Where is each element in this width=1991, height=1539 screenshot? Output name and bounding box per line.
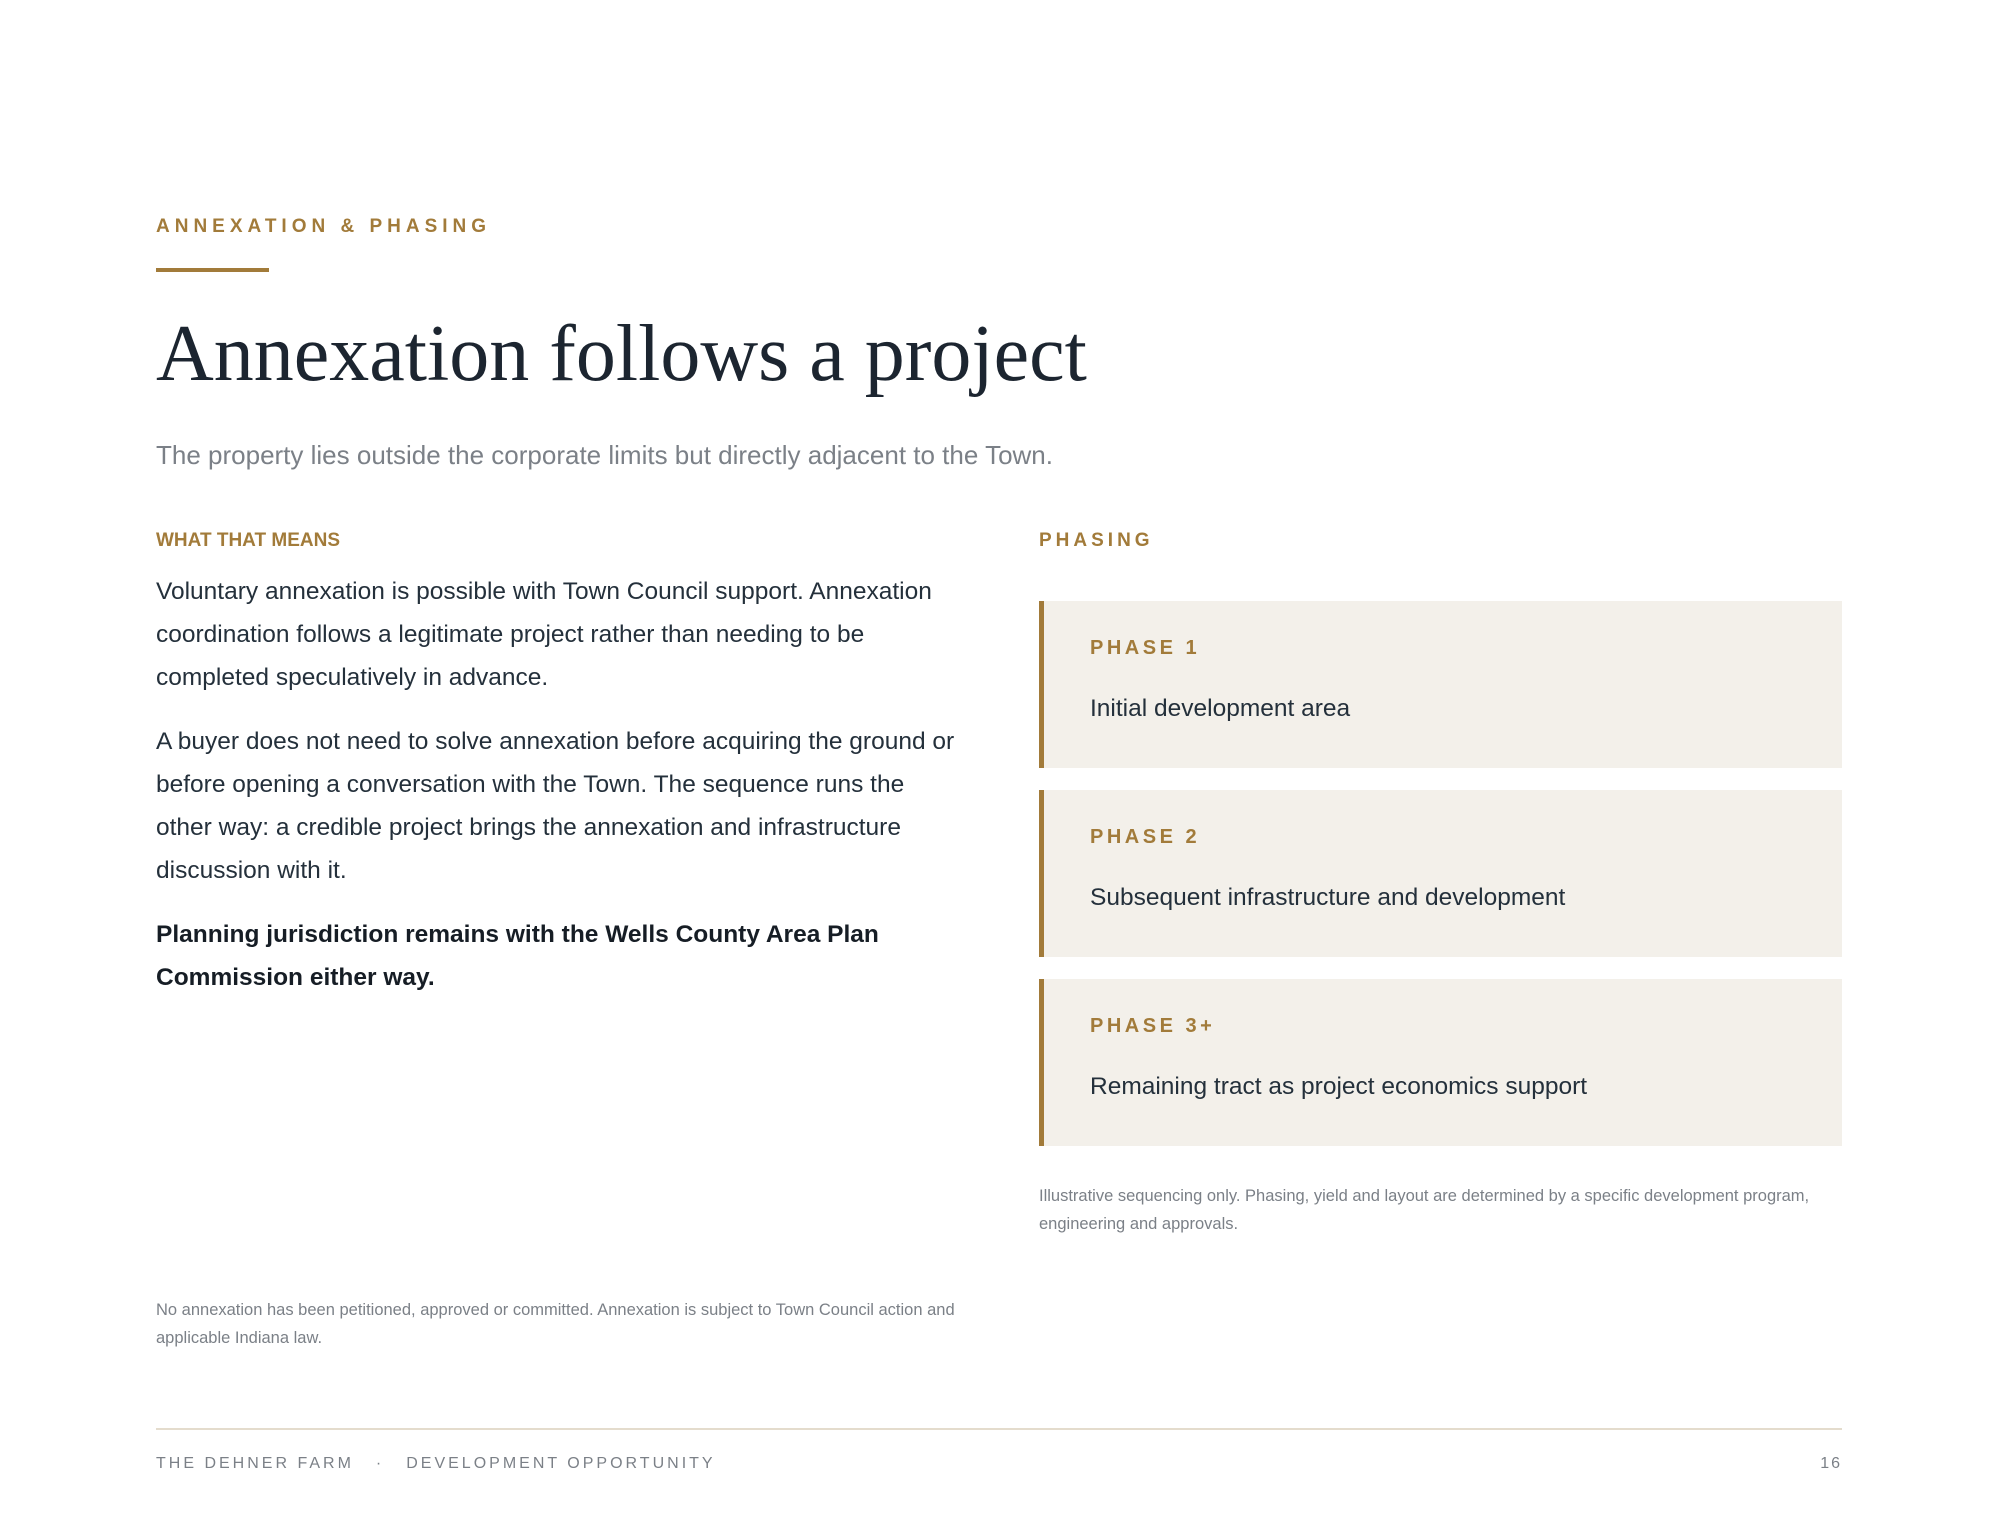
phase-label: PHASE 1 bbox=[1090, 637, 1201, 659]
phase-card bbox=[1039, 979, 1842, 1146]
section-eyebrow: ANNEXATION & PHASING bbox=[156, 216, 492, 237]
footer-property-name: THE DEHNER FARM bbox=[156, 1455, 354, 1472]
what-that-means-label: WHAT THAT MEANS bbox=[156, 530, 340, 551]
footer-separator: · bbox=[375, 1455, 385, 1472]
footer-subtitle: DEVELOPMENT OPPORTUNITY bbox=[406, 1455, 716, 1472]
lede: The property lies outside the corporate limits but directly adjacent to the Town. bbox=[156, 440, 1053, 470]
footer-title bbox=[156, 1455, 716, 1473]
phase-description: Subsequent infrastructure and development bbox=[1090, 884, 1566, 911]
body-paragraph: Voluntary annexation is possible with Town Council support. Annexation coordination follows a legitimate project rather than needing to be completed speculatively in advance. bbox=[156, 578, 932, 691]
annexation-disclaimer: No annexation has been petitioned, approved or committed. Annexation is subject to Town Council action and applicable Indiana law. bbox=[156, 1301, 955, 1347]
page-title: Annexation follows a project bbox=[156, 310, 1087, 398]
phase-description: Initial development area bbox=[1090, 695, 1351, 722]
page-number: 16 bbox=[1820, 1455, 1842, 1472]
left-column bbox=[156, 530, 966, 1020]
eyebrow-rule bbox=[156, 268, 269, 272]
body-paragraph: A buyer does not need to solve annexation before acquiring the ground or before opening a conversation with the Town. The sequence runs the other way: a credible project brings the annexation and infrastructure discussion with it. bbox=[156, 728, 955, 884]
phasing-label: PHASING bbox=[1039, 530, 1154, 551]
right-column bbox=[1039, 530, 1842, 1233]
phase-card bbox=[1039, 790, 1842, 957]
emphasis-paragraph: Planning jurisdiction remains with the Wells County Area Plan Commission either way. bbox=[156, 921, 879, 991]
phase-label: PHASE 2 bbox=[1090, 826, 1201, 848]
phasing-disclaimer: Illustrative sequencing only. Phasing, yield and layout are determined by a specific development program, engineering and approvals. bbox=[1039, 1187, 1810, 1233]
phase-card bbox=[1039, 601, 1842, 768]
phase-label: PHASE 3+ bbox=[1090, 1015, 1216, 1037]
phase-description: Remaining tract as project economics support bbox=[1090, 1073, 1588, 1100]
phase-list bbox=[1039, 601, 1842, 1168]
page bbox=[156, 0, 1842, 1539]
footer-divider bbox=[156, 1428, 1842, 1430]
